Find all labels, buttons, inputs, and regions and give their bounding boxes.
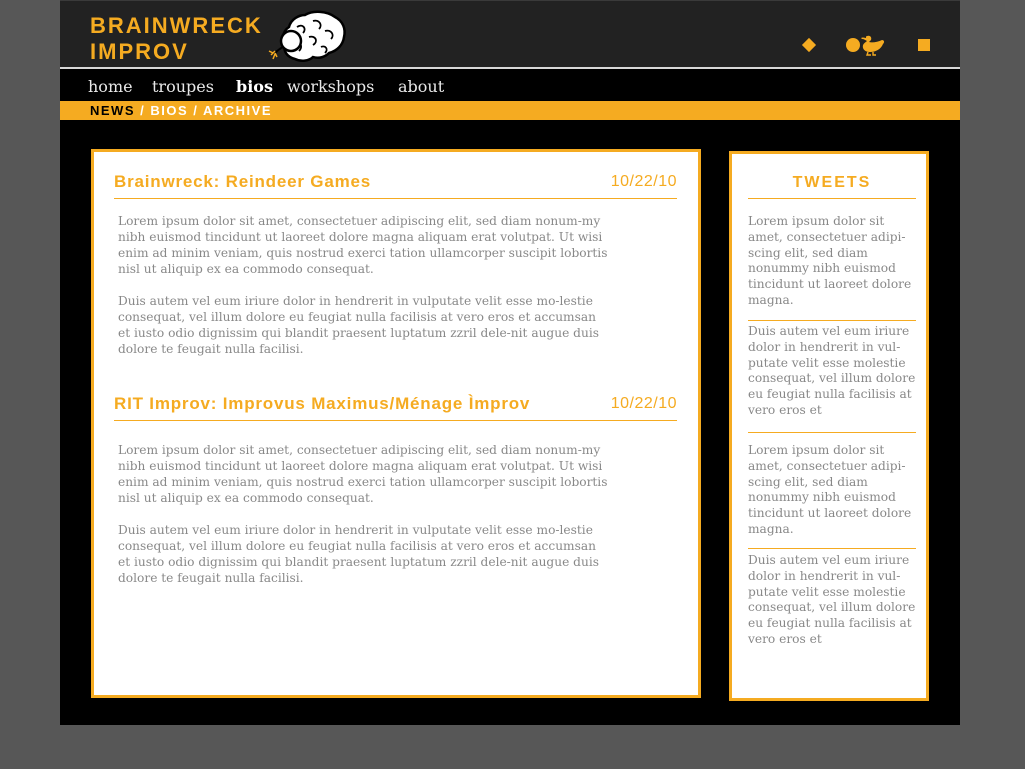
subnav-archive[interactable]: ARCHIVE bbox=[203, 103, 273, 118]
post-paragraph: Lorem ipsum dolor sit amet, consectetuer adipiscing elit, sed diam nonum-my nibh euismod tincidunt ut laoreet dolore magna aliquam erat volutpat. Ut wisi enim ad minim veniam, quis nostrud exerci tation ullamcorper suscipit lobortis nisl ut aliquip ex ea commodo consequat. bbox=[118, 443, 608, 505]
main-nav bbox=[60, 72, 960, 100]
diamond-icon[interactable] bbox=[802, 38, 816, 52]
post-body bbox=[118, 213, 608, 373]
post-date: 10/22/10 bbox=[610, 173, 677, 190]
post-title[interactable]: Brainwreck: Reindeer Games bbox=[114, 172, 372, 191]
post-body bbox=[118, 442, 608, 602]
post-paragraph: Duis autem vel eum iriure dolor in hendrerit in vulputate velit esse mo-lestie consequat, vel illum dolore eu feugiat nulla facilisis at vero eros et accumsan et iusto odio dignissim qui blandit praesent luptatum zzril dele-nit augue duis dolore te feugait nulla facilisi. bbox=[118, 294, 599, 356]
tweet-divider bbox=[748, 432, 916, 433]
duck-icon[interactable] bbox=[860, 34, 886, 56]
post-date: 10/22/10 bbox=[610, 395, 677, 412]
tweet-divider bbox=[748, 320, 916, 321]
subnav-bios[interactable]: BIOS bbox=[150, 103, 189, 118]
square-icon[interactable] bbox=[918, 39, 930, 51]
tweet-item: Duis autem vel eum iriure dolor in hendrerit in vul-putate velit esse molestie consequat, vel illum dolore eu feugiat nulla facilisis at vero eros et bbox=[748, 324, 916, 417]
header bbox=[60, 0, 960, 69]
nav-item-about[interactable]: about bbox=[398, 77, 445, 96]
nav-item-bios[interactable]: bios bbox=[236, 77, 273, 96]
header-icon-group bbox=[804, 33, 930, 57]
logo-line-2: IMPROV bbox=[90, 39, 189, 64]
logo-line-1: BRAINWRECK bbox=[90, 13, 263, 38]
nav-item-home[interactable]: home bbox=[88, 77, 133, 96]
page bbox=[60, 0, 960, 725]
tweet-item: Duis autem vel eum iriure dolor in hendrerit in vul-putate velit esse molestie consequat, vel illum dolore eu feugiat nulla facilisis at vero eros et bbox=[748, 553, 916, 646]
site-logo-text[interactable] bbox=[90, 13, 263, 65]
tweets-panel bbox=[729, 151, 929, 701]
subnav-separator: / bbox=[188, 103, 203, 118]
post-paragraph: Lorem ipsum dolor sit amet, consectetuer adipiscing elit, sed diam nonum-my nibh euismod tincidunt ut laoreet dolore magna aliquam erat volutpat. Ut wisi enim ad minim veniam, quis nostrud exerci tation ullamcorper suscipit lobortis nisl ut aliquip ex ea commodo consequat. bbox=[118, 214, 608, 276]
tweets-title: TWEETS bbox=[748, 174, 916, 199]
post-title[interactable]: RIT Improv: Improvus Maximus/Ménage Ìmprov bbox=[114, 394, 531, 413]
post-header bbox=[114, 394, 677, 421]
brain-bomb-icon[interactable] bbox=[265, 7, 347, 65]
subnav-separator: / bbox=[135, 103, 151, 118]
tweet-divider bbox=[748, 548, 916, 549]
post-header bbox=[114, 172, 677, 199]
subnav-news[interactable]: NEWS bbox=[90, 103, 135, 118]
sub-nav bbox=[60, 101, 960, 120]
post-paragraph: Duis autem vel eum iriure dolor in hendrerit in vulputate velit esse mo-lestie consequat, vel illum dolore eu feugiat nulla facilisis at vero eros et accumsan et iusto odio dignissim qui blandit praesent luptatum zzril dele-nit augue duis dolore te feugait nulla facilisi. bbox=[118, 523, 599, 585]
news-panel bbox=[91, 149, 701, 698]
circle-icon[interactable] bbox=[846, 38, 860, 52]
tweet-item: Lorem ipsum dolor sit amet, consectetuer adipi-scing elit, sed diam nonummy nibh euismod tincidunt ut laoreet dolore magna. bbox=[748, 214, 912, 307]
tweet-item: Lorem ipsum dolor sit amet, consectetuer adipi-scing elit, sed diam nonummy nibh euismod tincidunt ut laoreet dolore magna. bbox=[748, 443, 912, 536]
nav-item-workshops[interactable]: workshops bbox=[287, 77, 375, 96]
nav-item-troupes[interactable]: troupes bbox=[152, 77, 214, 96]
